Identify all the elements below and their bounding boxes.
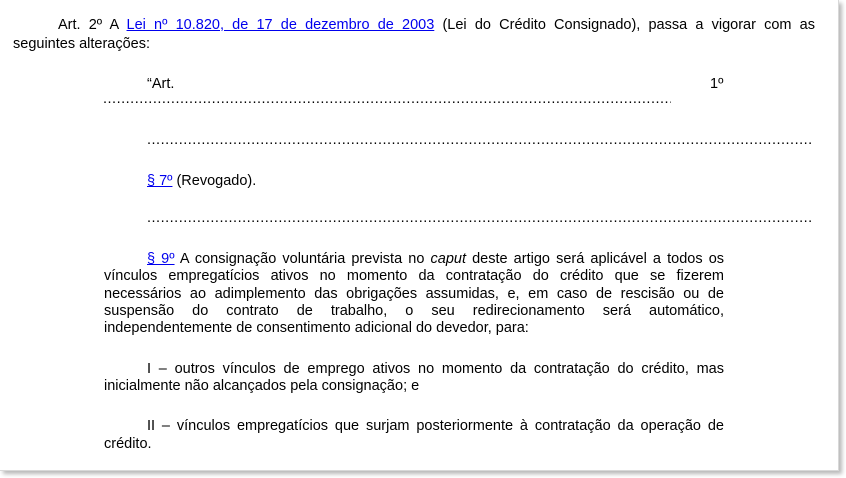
caput-italic: caput xyxy=(430,251,466,267)
paragraph-7-link[interactable]: § 7º xyxy=(147,173,173,189)
p9-l1-b: deste artigo será aplicável a todos os xyxy=(465,251,725,267)
dotted-line-2 xyxy=(147,132,811,148)
paragraph-9-line-3: necessários ao adimplemento das obrigações assumidas, e, em caso de rescisão ou de xyxy=(104,286,724,302)
art2-line-1 xyxy=(58,17,815,33)
dotted-line-1 xyxy=(103,91,671,107)
inciso-1-line-2: inicialmente não alcançados pela consignação; e xyxy=(104,378,420,394)
paragraph-9-line-5: independentemente de consentimento adicional do devedor, para: xyxy=(104,320,529,336)
paragraph-7-text: (Revogado). xyxy=(172,173,257,189)
art1-open: “Art. xyxy=(147,76,175,92)
paragraph-9-link[interactable]: § 9º xyxy=(147,251,175,267)
p9-l1-a: A consignação voluntária prevista no xyxy=(174,251,431,267)
inciso-2-line-1: II – vínculos empregatícios que surjam posteriormente à contratação da operação de xyxy=(147,418,724,434)
lei-10820-link[interactable]: Lei nº 10.820, de 17 de dezembro de 2003 xyxy=(126,17,435,33)
inciso-1-line-1: I – outros vínculos de emprego ativos no momento da contratação do crédito, mas xyxy=(147,361,724,377)
paragraph-9-line-1 xyxy=(147,251,724,267)
dotted-line-3 xyxy=(147,210,811,226)
art2-suffix: (Lei do Crédito Consignado), passa a vigorar com as xyxy=(434,17,815,33)
paragraph-7 xyxy=(147,173,256,189)
art2-prefix: Art. 2º A xyxy=(58,17,127,33)
paragraph-9-line-4: suspensão do contrato de trabalho, o seu redirecionamento será automático, xyxy=(104,303,724,319)
inciso-2-line-2: crédito. xyxy=(104,436,152,452)
paragraph-9-line-2: vínculos empregatícios ativos no momento da contratação do crédito que se fizerem xyxy=(104,268,724,284)
art2-line-2: seguintes alterações: xyxy=(13,36,151,52)
art1-number: 1º xyxy=(710,76,724,92)
